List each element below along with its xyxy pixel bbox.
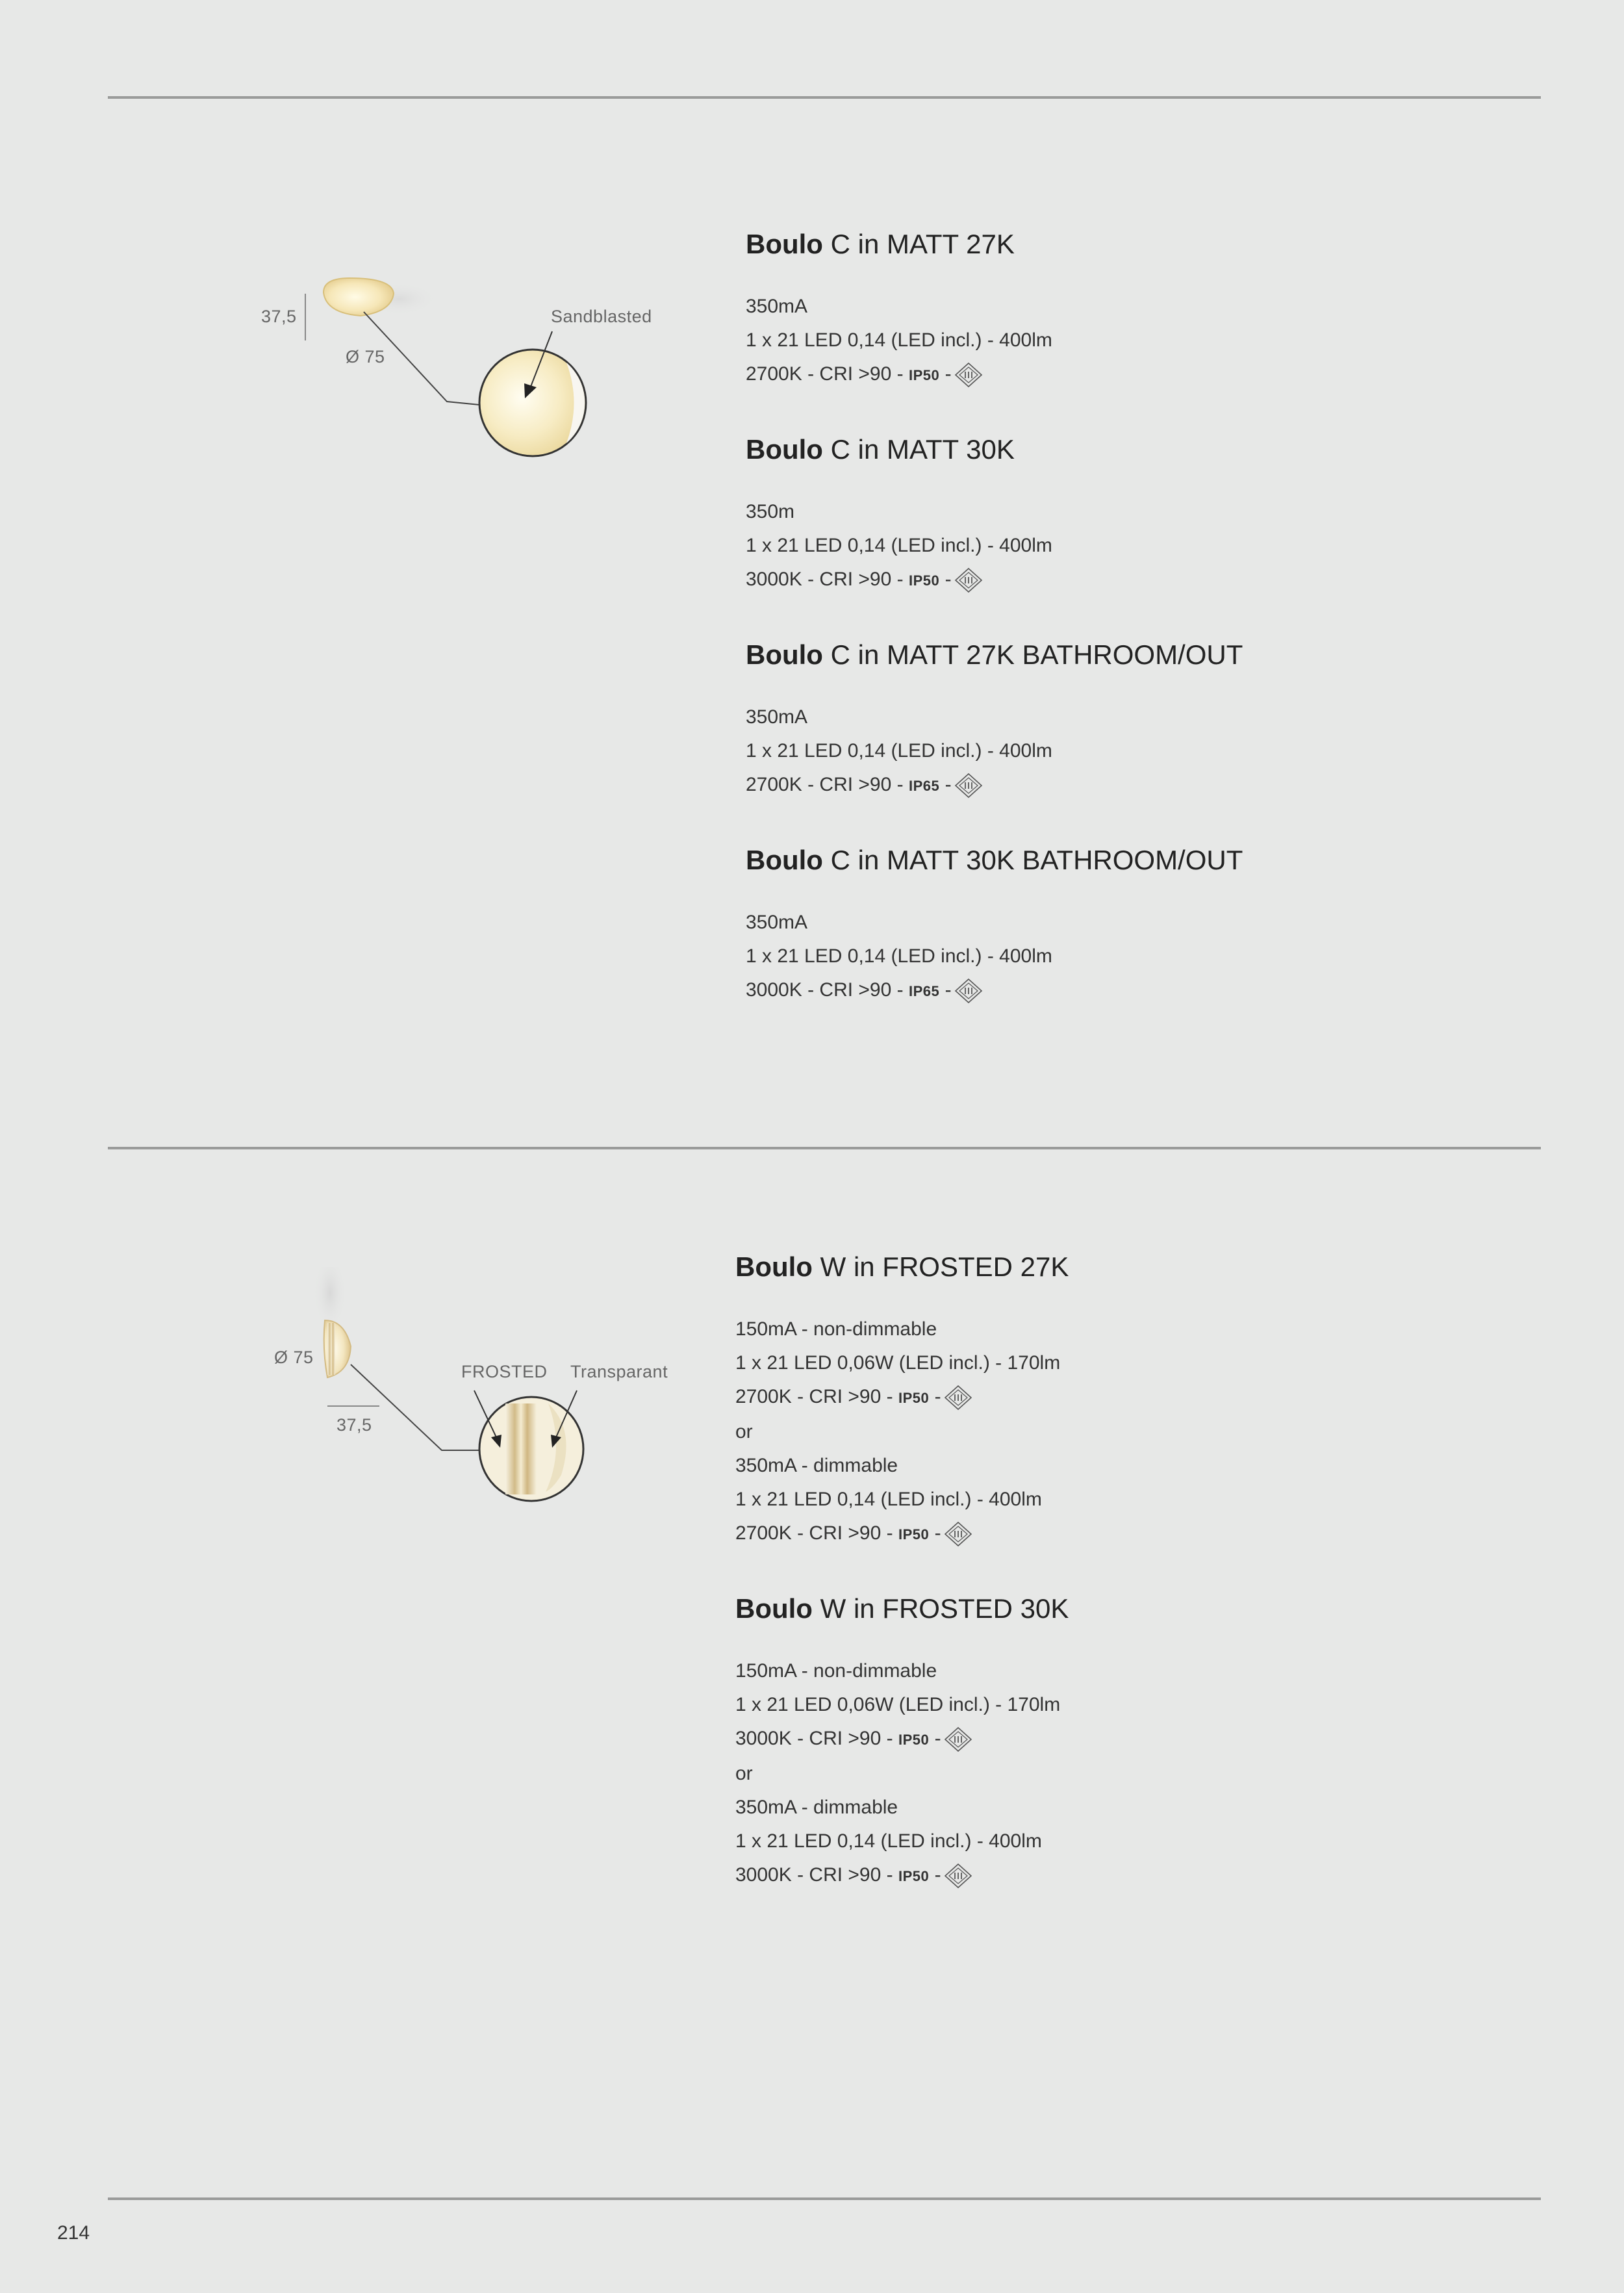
brand-name: Boulo: [746, 229, 823, 259]
spec-line: [746, 700, 1243, 734]
spec-line: [735, 1654, 1069, 1688]
dim-diameter-label: Ø 75: [346, 347, 385, 366]
spec-line: [735, 1415, 1069, 1449]
product-variant: [746, 841, 1243, 1008]
class-iii-icon: [944, 1385, 972, 1411]
brand-name: Boulo: [735, 1593, 813, 1624]
spec-line: [735, 1346, 1069, 1380]
spec-text: 350mA: [746, 706, 808, 728]
section-divider: [108, 1147, 1541, 1149]
spec-text: 350mA - dimmable: [735, 1797, 898, 1818]
class-iii-icon: [954, 773, 983, 799]
dim-diameter-label: Ø 75: [274, 1348, 314, 1367]
product-drawing-wall: [260, 1267, 702, 1514]
class-iii-icon: [954, 362, 983, 388]
variant-name: C in MATT 27K BATHROOM/OUT: [830, 639, 1243, 670]
spec-separator: -: [934, 1728, 941, 1749]
spec-separator: -: [945, 569, 952, 590]
ip-rating: IP50: [908, 572, 940, 589]
ceiling-lamp-illustration: [247, 273, 689, 481]
product-variant: [735, 1589, 1069, 1893]
variant-title: [746, 430, 1243, 469]
spec-line: [735, 1722, 1069, 1757]
finish-label-transparant: Transparant: [570, 1362, 668, 1381]
spec-line: [746, 768, 1243, 803]
bottom-divider: [108, 2197, 1541, 2200]
spec-text: 3000K - CRI >90 -: [735, 1728, 893, 1749]
spec-list-wall: [735, 1248, 1069, 1931]
ip-rating: IP50: [898, 1526, 930, 1543]
spec-text: 350mA: [746, 912, 808, 933]
product-variant: [746, 430, 1243, 598]
spec-line: [746, 734, 1243, 768]
spec-line: [735, 1791, 1069, 1825]
spec-line: [746, 495, 1243, 529]
ip-rating: IP50: [908, 367, 940, 383]
class-iii-icon: [944, 1726, 972, 1752]
spec-text: or: [735, 1421, 753, 1442]
spec-line: [746, 529, 1243, 563]
variant-title: [746, 841, 1243, 880]
dim-height-label: 37,5: [336, 1415, 372, 1435]
spec-text: or: [735, 1763, 753, 1784]
spec-text: 1 x 21 LED 0,14 (LED incl.) - 400lm: [746, 945, 1052, 967]
spec-line: [746, 906, 1243, 940]
spec-text: 3000K - CRI >90 -: [746, 979, 904, 1001]
spec-text: 1 x 21 LED 0,14 (LED incl.) - 400lm: [746, 329, 1052, 351]
spec-text: 1 x 21 LED 0,14 (LED incl.) - 400lm: [735, 1489, 1042, 1510]
class-iii-icon: [954, 567, 983, 593]
spec-line: [735, 1825, 1069, 1858]
spec-separator: -: [945, 774, 952, 795]
product-variant: [746, 225, 1243, 392]
spec-text: 150mA - non-dimmable: [735, 1660, 937, 1682]
class-iii-icon: [954, 978, 983, 1004]
spec-line: [735, 1517, 1069, 1552]
spec-separator: -: [945, 979, 952, 1001]
spec-line: [735, 1757, 1069, 1791]
variant-name: W in FROSTED 27K: [820, 1251, 1069, 1282]
brand-name: Boulo: [735, 1251, 813, 1282]
spec-line: [746, 973, 1243, 1008]
spec-text: 1 x 21 LED 0,06W (LED incl.) - 170lm: [735, 1694, 1061, 1715]
spec-text: 2700K - CRI >90 -: [746, 363, 904, 385]
spec-line: [746, 357, 1243, 392]
spec-line: [735, 1858, 1069, 1893]
product-variant: [746, 635, 1243, 803]
spec-line: [735, 1688, 1069, 1722]
spec-line: [735, 1380, 1069, 1415]
top-divider: [108, 96, 1541, 99]
ip-rating: IP65: [908, 778, 940, 794]
spec-text: 2700K - CRI >90 -: [735, 1522, 893, 1544]
spec-text: 2700K - CRI >90 -: [735, 1386, 893, 1407]
class-iii-icon: [944, 1521, 972, 1547]
variant-name: C in MATT 27K: [830, 229, 1015, 259]
spec-separator: -: [945, 363, 952, 385]
product-variant: [735, 1248, 1069, 1552]
spec-line: [735, 1313, 1069, 1346]
brand-name: Boulo: [746, 845, 823, 875]
brand-name: Boulo: [746, 434, 823, 465]
spec-text: 3000K - CRI >90 -: [746, 569, 904, 590]
ip-rating: IP50: [898, 1868, 930, 1884]
variant-title: [746, 225, 1243, 264]
spec-text: 1 x 21 LED 0,14 (LED incl.) - 400lm: [746, 535, 1052, 556]
variant-title: [735, 1248, 1069, 1287]
finish-label-sandblasted: Sandblasted: [551, 307, 652, 326]
spec-text: 350mA - dimmable: [735, 1455, 898, 1476]
spec-separator: -: [934, 1522, 941, 1544]
spec-line: [746, 563, 1243, 598]
spec-list-ceiling: [746, 225, 1243, 1046]
spec-line: [746, 324, 1243, 357]
ip-rating: IP65: [908, 983, 940, 999]
dim-height-label: 37,5: [261, 307, 297, 326]
variant-name: C in MATT 30K BATHROOM/OUT: [830, 845, 1243, 875]
variant-name: C in MATT 30K: [830, 434, 1015, 465]
variant-title: [746, 635, 1243, 674]
spec-text: 3000K - CRI >90 -: [735, 1864, 893, 1886]
spec-text: 150mA - non-dimmable: [735, 1318, 937, 1340]
page-number: 214: [57, 2222, 90, 2244]
spec-line: [735, 1449, 1069, 1483]
class-iii-icon: [944, 1863, 972, 1889]
spec-text: 1 x 21 LED 0,14 (LED incl.) - 400lm: [735, 1830, 1042, 1852]
variant-name: W in FROSTED 30K: [820, 1593, 1069, 1624]
spec-separator: -: [934, 1386, 941, 1407]
spec-separator: -: [934, 1864, 941, 1886]
spec-line: [735, 1483, 1069, 1517]
spec-text: 350mA: [746, 296, 808, 317]
variant-title: [735, 1589, 1069, 1628]
wall-lamp-illustration: [260, 1267, 702, 1514]
spec-line: [746, 290, 1243, 324]
ip-rating: IP50: [898, 1390, 930, 1406]
spec-text: 2700K - CRI >90 -: [746, 774, 904, 795]
spec-text: 1 x 21 LED 0,06W (LED incl.) - 170lm: [735, 1352, 1061, 1374]
spec-line: [746, 940, 1243, 973]
finish-label-frosted: FROSTED: [461, 1362, 548, 1381]
spec-text: 350m: [746, 501, 795, 522]
product-drawing-ceiling: [247, 273, 689, 481]
spec-text: 1 x 21 LED 0,14 (LED incl.) - 400lm: [746, 740, 1052, 762]
ip-rating: IP50: [898, 1732, 930, 1748]
brand-name: Boulo: [746, 639, 823, 670]
